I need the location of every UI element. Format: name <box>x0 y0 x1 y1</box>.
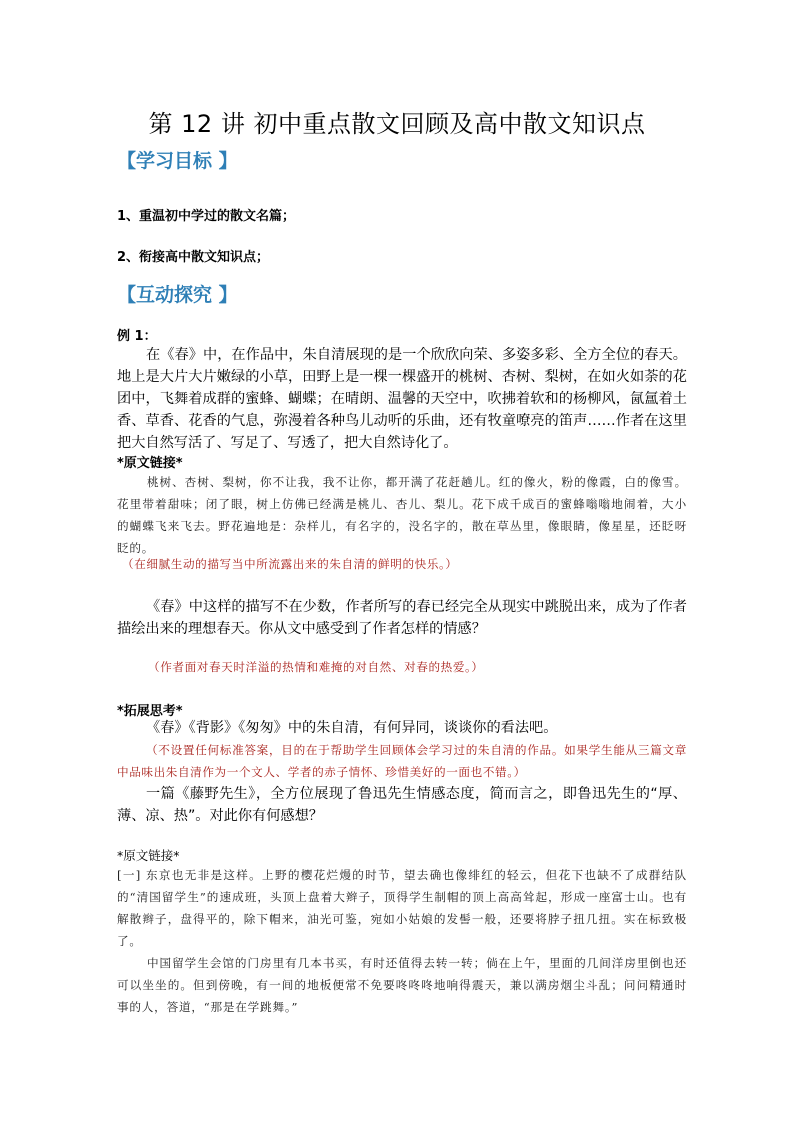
example-label: 例 1： <box>117 329 157 344</box>
extension-note: （不设置任何标准答案，目的在于帮助学生回顾体会学习过的朱自清的作品。如果学生能从三篇文章中品味出朱自清作为一个文人、学者的赤子情怀、珍惜美好的一面也不错。） <box>117 743 687 779</box>
extension-question: 《春》《背影》《匆匆》中的朱自清，有何异同，谈谈你的看法吧。 <box>146 720 558 736</box>
original-quote: 桃树、杏树、梨树，你不让我，我不让你，都开满了花赶趟儿。红的像火，粉的像霞，白的像雪。花里带着甜味；闭了眼，树上仿佛已经满是桃儿、杏儿、梨儿。花下成千成百的蜜蜂嗡嗡地闹着，大小的蝴蝶飞来飞去。野花遍地是：杂样儿，有名字的，没名字的，散在草丛里，像眼睛，像星星，还眨呀眨的。 <box>117 475 687 555</box>
original-link-label: *原文链接* <box>117 456 183 471</box>
goal-item-2: 2、衔接高中散文知识点； <box>117 250 270 265</box>
original-text-p2: 中国留学生会馆的门房里有几本书买，有时还值得去转一转；倘在上午，里面的几间洋房里倒也还可以坐坐的。但到傍晚，有一间的地板便常不免要咚咚咚地响得震天，兼以满房烟尘斗乱；问问精通时事的人，答道，“那是在学跳舞。” <box>117 956 687 1014</box>
answer-note: （作者面对春天时洋溢的热情和难掩的对自然、对春的热爱。） <box>148 660 484 674</box>
section-heading-explore: 【互动探究 】 <box>117 284 238 306</box>
original-link-label-2: *原文链接* <box>117 848 180 863</box>
fujino-paragraph: 一篇《藤野先生》，全方位展现了鲁迅先生情感态度，简而言之，即鲁迅先生的“厚、薄、凉、热”。对此你有何感想？ <box>117 786 687 824</box>
goal-item-1: 1、重温初中学过的散文名篇； <box>117 209 296 224</box>
page-title: 第 12 讲 初中重点散文回顾及高中散文知识点 <box>148 110 646 138</box>
original-text-p1: [一] 东京也无非是这样。上野的樱花烂熳的时节，望去确也像绯红的轻云，但花下也缺不了成群结队的“清国留学生”的速成班，头顶上盘着大辫子，顶得学生制帽的顶上高高耸起，形成一座富士山。也有解散辫子，盘得平的，除下帽来，油光可鉴，宛如小姑娘的发髻一般，还要将脖子扭几扭。实在标致极了。 <box>117 868 687 948</box>
quote-note: （在细腻生动的描写当中所流露出来的朱自清的鲜明的快乐。） <box>122 557 458 571</box>
extension-label: *拓展思考* <box>117 704 183 719</box>
section-heading-goals: 【学习目标 】 <box>117 150 238 172</box>
example-paragraph: 在《春》中，在作品中，朱自清展现的是一个欣欣向荣、多姿多彩、全方全位的春天。地上是大片大片嫩绿的小草，田野上是一棵一棵盛开的桃树、杏树、梨树，在如火如荼的花团中，飞舞着成群的蜜蜂、蝴蝶；在晴朗、温馨的天空中，吹拂着软和的杨柳风，氤氲着土香、草香、花香的气息，弥漫着各种鸟儿动听的乐曲，还有牧童嘹亮的笛声……作者在这里把大自然写活了、写足了、写透了，把大自然诗化了。 <box>117 347 687 451</box>
question-paragraph: 《春》中这样的描写不在少数，作者所写的春已经完全从现实中跳脱出来，成为了作者描绘出来的理想春天。你从文中感受到了作者怎样的情感？ <box>117 599 687 637</box>
